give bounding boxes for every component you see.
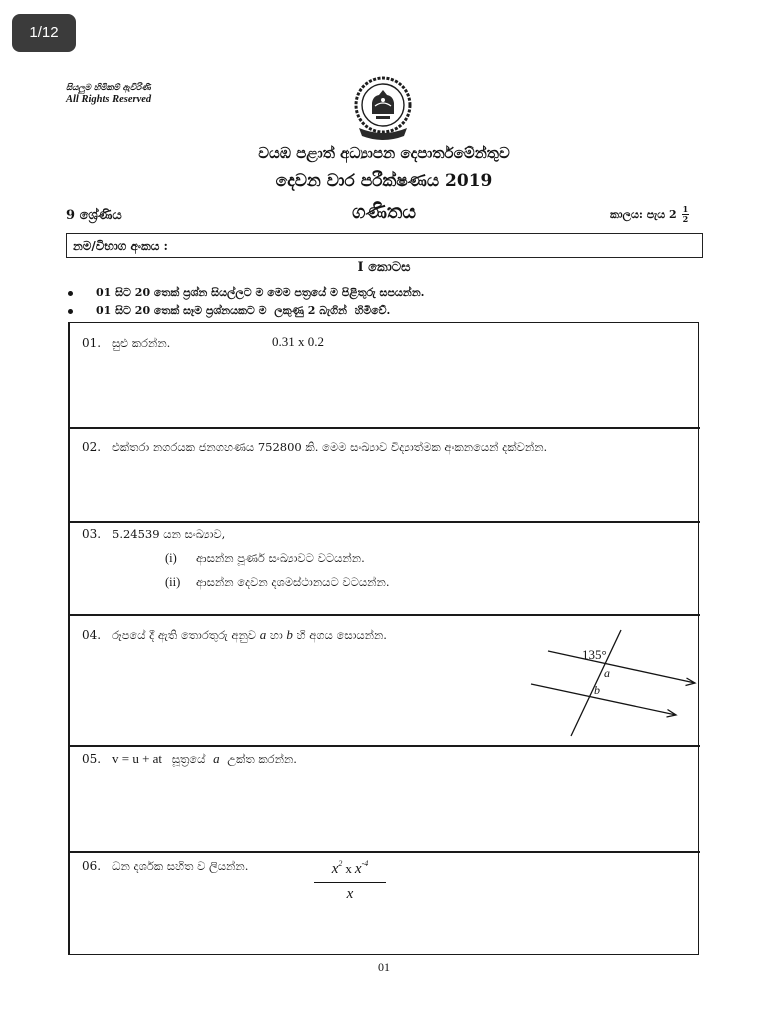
question-number: 05. [82, 752, 102, 766]
angle-label: 135° [582, 647, 607, 662]
question-number: 03. [82, 527, 102, 541]
subpart-text: ආසන්න පූර්ණ සංඛ්‍යාවට වටයන්න. [196, 551, 365, 565]
grade-label: 9 ශ්‍රේණිය [66, 208, 122, 223]
variable-a: a [259, 627, 267, 642]
question-text [112, 627, 387, 643]
question-text-part: රූපයේ දී ඇති තොරතුරු අනුව [112, 628, 257, 642]
instruction-line: 01 සිට 20 තෙක් සෑම ප්‍රශ්නයකට ම ලකුණු 2 බැගින් හිමිවේ. [96, 304, 391, 317]
term-base: x [354, 861, 362, 877]
parallel-lines-figure [520, 620, 705, 745]
expression-fraction [314, 856, 386, 902]
question-text-part: හි අගය සොයන්න. [296, 628, 387, 642]
time-allowed [610, 205, 689, 224]
subpart-text: ආසන්න දෙවන දශමස්ථානයට වටයන්න. [196, 575, 390, 589]
time-label: කාලය: පැය 2 [610, 207, 677, 221]
angle-b-label: b [594, 683, 600, 697]
question-number: 04. [82, 628, 102, 642]
angle-a-label: a [604, 666, 610, 680]
rights-notice-english: All Rights Reserved [66, 94, 152, 105]
parallel-line-upper [548, 651, 695, 683]
time-fraction [682, 205, 690, 224]
question-divider [68, 851, 700, 853]
question-text [112, 751, 297, 767]
name-index-field [66, 233, 703, 258]
question-text-part: හා [269, 628, 283, 642]
subpart-label: (i) [165, 551, 177, 565]
department-name: වයඹ පළාත් අධ්‍යාපන දෙපාර්තමේන්තුව [258, 144, 510, 162]
question-text: සුළු කරන්න. [112, 336, 171, 350]
question-text-part: උක්ත කරන්න. [227, 752, 297, 766]
variable-a: a [213, 751, 220, 766]
fraction-numerator [314, 856, 386, 877]
subject-title: ගණිතය [351, 201, 416, 223]
exam-title: දෙවන වාර පරීක්ෂණය 2019 [275, 171, 493, 191]
instruction-line: 01 සිට 20 තෙක් ප්‍රශ්න සියල්ලට ම මෙම පත්‍රයේ ම පිළිතුරු සපයන්න. [96, 286, 425, 299]
subpart-label: (ii) [165, 575, 181, 589]
name-index-label: නම/විභාග අංකය : [73, 239, 168, 253]
formula: v = u + at [112, 751, 163, 766]
page-number: 01 [378, 960, 390, 974]
question-divider [68, 521, 700, 523]
question-text: එක්තරා නගරයක ජනගහණය 752800 කි. මෙම සංඛ්‍යාව විද්‍යාත්මක අංකනයෙන් දක්වන්න. [112, 440, 548, 454]
term-base: x [346, 886, 354, 902]
multiply-sign: x [345, 861, 352, 876]
bullet-icon [68, 309, 73, 314]
question-expression: 0.31 x 0.2 [272, 334, 324, 349]
question-number: 06. [82, 859, 102, 873]
page-indicator-badge: 1/12 [12, 14, 76, 52]
question-text-part: සූත්‍රයේ [171, 752, 206, 766]
department-emblem-icon [353, 76, 413, 142]
fraction-numerator: 1 [682, 204, 689, 214]
rights-notice-sinhala: සියලුම හිමිකම් ඇවිරිණි [66, 83, 151, 93]
question-number: 02. [82, 440, 102, 454]
parallel-line-lower [531, 684, 676, 715]
question-divider [68, 745, 700, 747]
term-base: x [331, 861, 339, 877]
section-title: I කොටස [357, 260, 411, 275]
question-divider [68, 427, 700, 429]
question-divider [68, 614, 700, 616]
exponent: -4 [361, 859, 369, 868]
question-text: ධන දර්ශක සහිත ව ලියන්න. [112, 859, 249, 873]
question-number: 01. [82, 336, 102, 350]
exponent: 2 [338, 859, 343, 868]
fraction-bar [314, 882, 386, 883]
fraction-denominator: 2 [682, 214, 689, 224]
question-text: 5.24539 යන සංඛ්‍යාව, [112, 527, 226, 541]
variable-b: b [286, 627, 293, 642]
fraction-denominator [314, 886, 386, 902]
bullet-icon [68, 291, 73, 296]
